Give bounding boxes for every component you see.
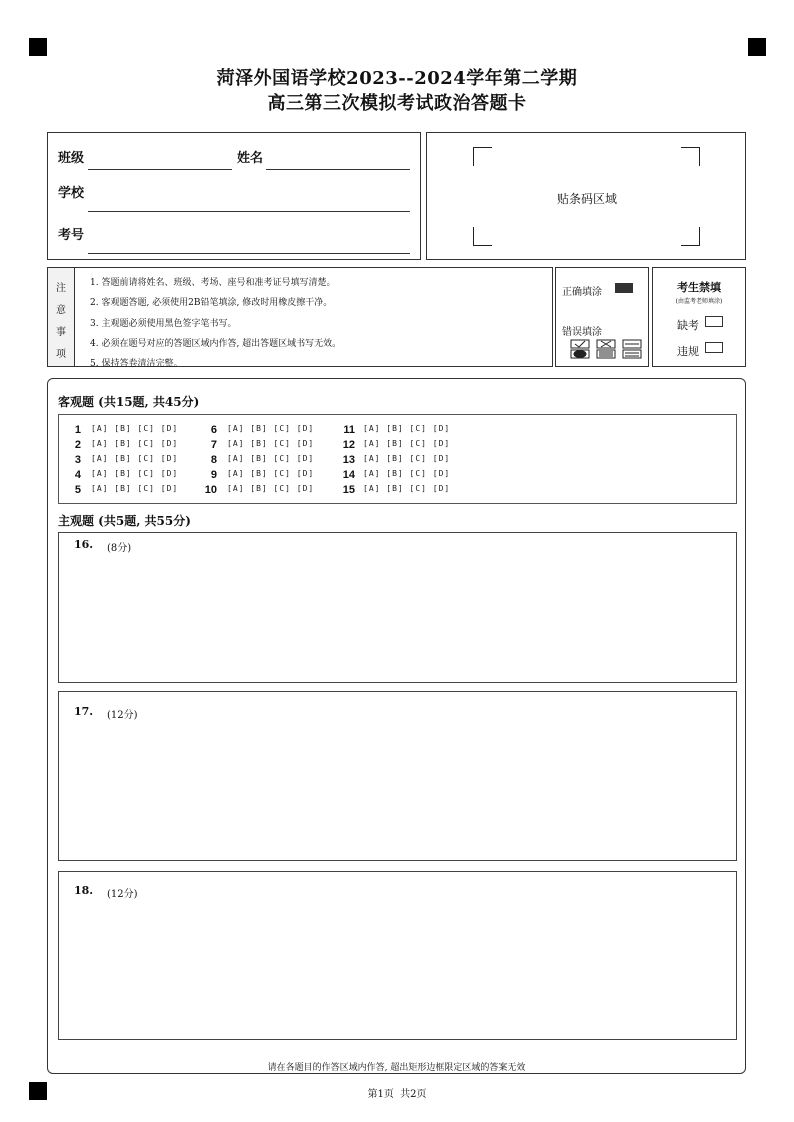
notice-item: 2. 客观题答题, 必须使用2B铅笔填涂, 修改时用橡皮擦干净。	[90, 298, 333, 308]
notice-item: 4. 必须在题号对应的答题区域内作答, 超出答题区域书写无效。	[90, 339, 342, 349]
notice-side-char: 项	[56, 349, 66, 360]
answer-score: (12分)	[107, 889, 138, 900]
barcode-corner-tl	[473, 147, 492, 166]
exam-no-field[interactable]	[88, 253, 410, 254]
answer-box-16[interactable]	[58, 532, 737, 683]
barcode-corner-br	[681, 227, 700, 246]
barcode-corner-tr	[681, 147, 700, 166]
violation-checkbox[interactable]	[705, 342, 723, 353]
question-number: 15	[342, 484, 355, 496]
question-options[interactable]: [A] [B] [C] [D]	[227, 439, 315, 448]
notice-box	[47, 267, 553, 367]
question-number: 13	[342, 454, 355, 466]
question-number: 10	[204, 484, 217, 496]
wrong-fill-partial	[623, 340, 641, 358]
fill-example-box	[555, 267, 649, 367]
notice-side-char: 意	[56, 305, 66, 316]
question-number: 1	[74, 424, 81, 436]
question-number: 4	[74, 469, 81, 481]
barcode-area	[426, 132, 746, 260]
question-options[interactable]: [A] [B] [C] [D]	[91, 469, 179, 478]
forbidden-subtitle: (由监考老师填涂)	[675, 298, 723, 305]
question-options[interactable]: [A] [B] [C] [D]	[227, 484, 315, 493]
correct-fill-label: 正确填涂	[562, 287, 602, 298]
question-options[interactable]: [A] [B] [C] [D]	[363, 424, 451, 433]
question-number: 6	[210, 424, 217, 436]
notice-side-char: 注	[56, 283, 66, 294]
class-field[interactable]	[88, 169, 232, 170]
question-number: 7	[210, 439, 217, 451]
question-number: 12	[342, 439, 355, 451]
page-number: 第1页 共2页	[367, 1089, 427, 1100]
question-number: 3	[74, 454, 81, 466]
notice-item: 1. 答题前请将姓名、班级、考场、座号和准考证号填写清楚。	[90, 278, 336, 288]
question-options[interactable]: [A] [B] [C] [D]	[227, 424, 315, 433]
answer-area	[47, 378, 746, 1074]
absent-checkbox[interactable]	[705, 316, 723, 327]
violation-label: 违规	[677, 345, 699, 358]
notice-side-char: 事	[56, 327, 66, 338]
question-options[interactable]: [A] [B] [C] [D]	[363, 439, 451, 448]
answer-box-18[interactable]	[58, 871, 737, 1040]
question-options[interactable]: [A] [B] [C] [D]	[227, 469, 315, 478]
name-field[interactable]	[266, 169, 410, 170]
footer-warning: 请在各题目的作答区域内作答, 超出矩形边框限定区域的答案无效	[267, 1063, 526, 1073]
question-number: 14	[342, 469, 355, 481]
answer-number: 16.	[74, 538, 94, 551]
notice-side-column	[48, 268, 75, 366]
question-options[interactable]: [A] [B] [C] [D]	[91, 454, 179, 463]
examinee-forbidden-box	[652, 267, 746, 367]
wrong-fill-tick	[571, 340, 589, 358]
question-number: 5	[74, 484, 81, 496]
answer-score: (12分)	[107, 710, 138, 721]
question-options[interactable]: [A] [B] [C] [D]	[227, 454, 315, 463]
notice-item: 5. 保持答卷清洁完整。	[90, 359, 183, 369]
absent-label: 缺考	[677, 319, 699, 332]
school-label: 学校	[58, 186, 85, 201]
registration-marker-top-right	[748, 38, 766, 56]
title-line1: 菏泽外国语学校2023--2024学年第二学期	[216, 68, 578, 89]
name-label: 姓名	[237, 151, 264, 166]
wrong-fill-label: 错误填涂	[562, 327, 602, 338]
question-options[interactable]: [A] [B] [C] [D]	[91, 484, 179, 493]
forbidden-title: 考生禁填	[677, 281, 721, 294]
subjective-title: 主观题 (共5题, 共55分)	[58, 514, 191, 528]
barcode-label: 贴条码区域	[556, 192, 617, 206]
class-label: 班级	[58, 151, 85, 166]
question-options[interactable]: [A] [B] [C] [D]	[91, 424, 179, 433]
answer-number: 18.	[74, 884, 94, 897]
question-number: 9	[210, 469, 217, 481]
title-line2: 高三第三次模拟考试政治答题卡	[267, 93, 527, 114]
answer-score: (8分)	[107, 543, 132, 554]
question-options[interactable]: [A] [B] [C] [D]	[363, 454, 451, 463]
objective-grid	[58, 414, 737, 504]
registration-marker-top-left	[29, 38, 47, 56]
school-field[interactable]	[88, 211, 410, 212]
exam-no-label: 考号	[58, 228, 85, 243]
wrong-fill-examples	[570, 339, 646, 359]
question-number: 2	[74, 439, 81, 451]
objective-title: 客观题 (共15题, 共45分)	[58, 395, 200, 409]
answer-number: 17.	[74, 705, 94, 718]
question-options[interactable]: [A] [B] [C] [D]	[363, 484, 451, 493]
student-info-box	[47, 132, 421, 260]
answer-box-17[interactable]	[58, 691, 737, 861]
notice-item: 3. 主观题必须使用黑色签字笔书写。	[90, 319, 237, 329]
question-number: 11	[343, 424, 355, 436]
question-options[interactable]: [A] [B] [C] [D]	[91, 439, 179, 448]
wrong-fill-cross	[597, 340, 615, 358]
barcode-corner-bl	[473, 227, 492, 246]
question-number: 8	[210, 454, 217, 466]
question-options[interactable]: [A] [B] [C] [D]	[363, 469, 451, 478]
correct-fill-swatch	[615, 283, 633, 293]
